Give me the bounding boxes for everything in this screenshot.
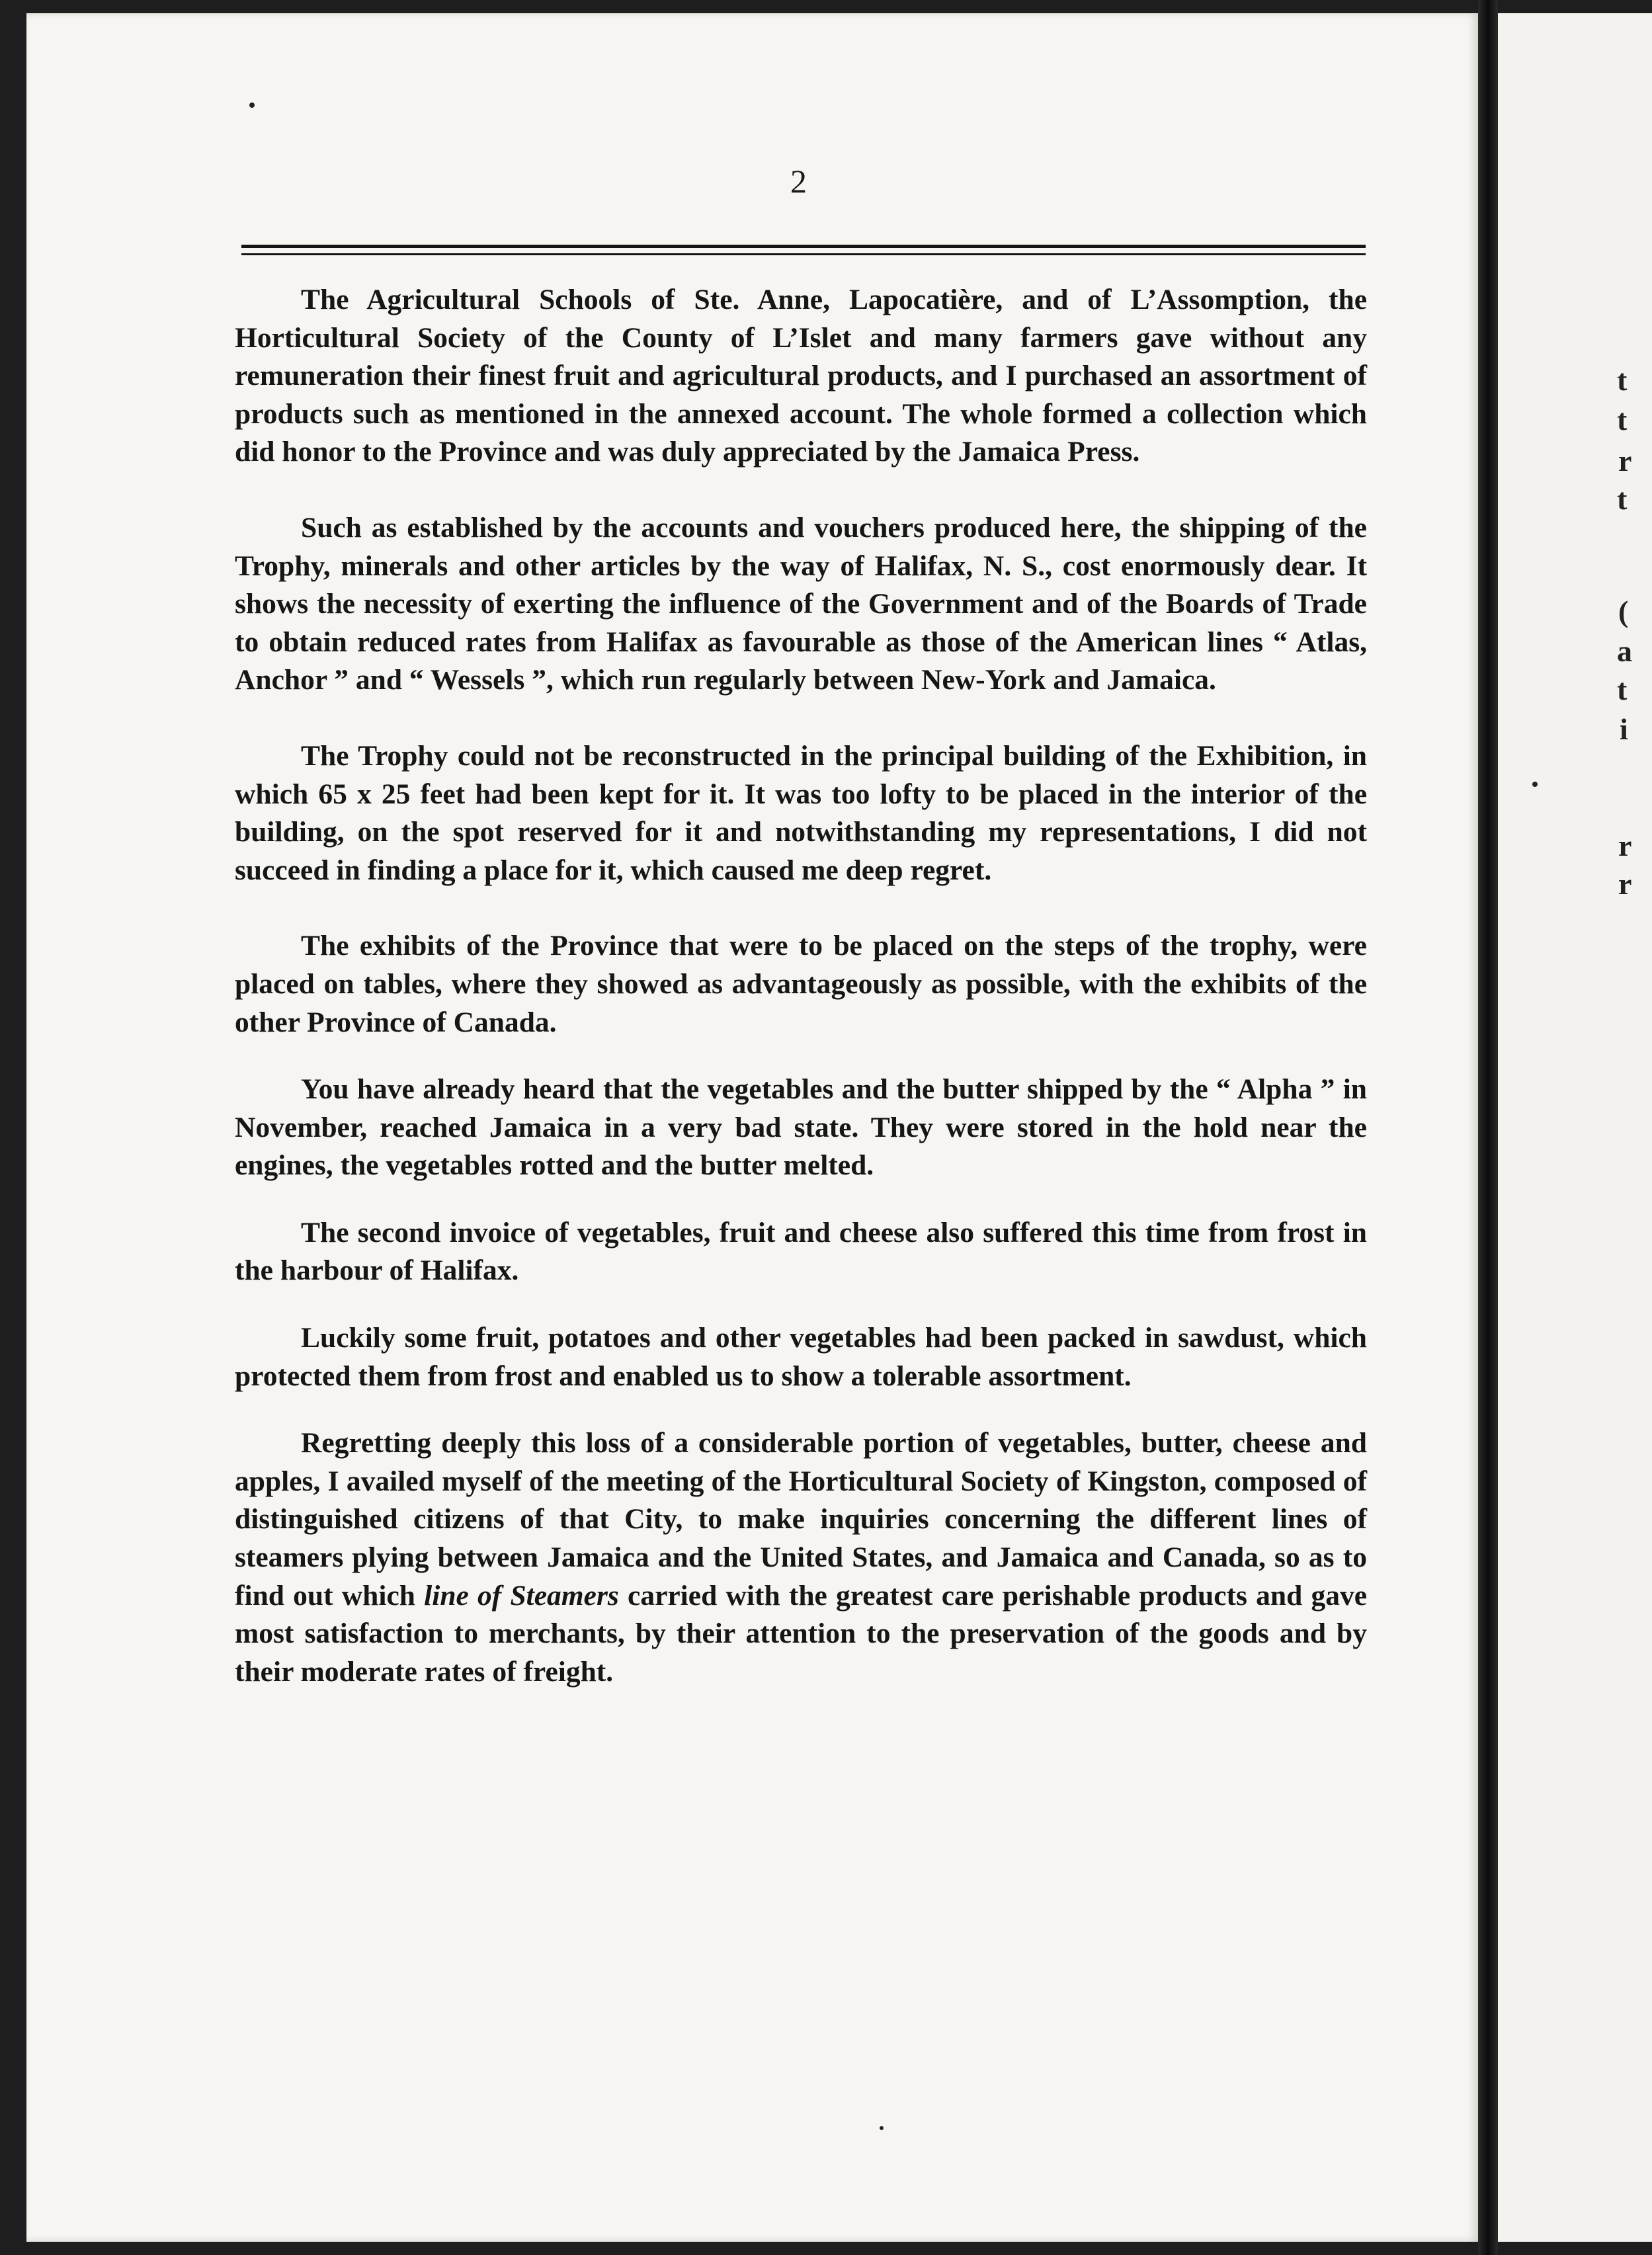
ink-speck [249,102,255,108]
paragraph-text: The Trophy could not be reconstructed in the principal building of the Exhibition, in which 65 x 25 feet had been kept for it. It was too lofty to be placed in the interior of the building, on the spot reserved for it and notwithstanding my representations, I did not succeed in finding a place for it, which caused me deep regret. [235,739,1367,886]
facing-page-letter: ( [1618,594,1629,628]
paragraph-text: The Agricultural Schools of Ste. Anne, Lapocatière, and of L’Assomption, the Horticultural Society of the County of L’Islet and many farmers gave without any remuneration their finest fruit and agricultural products, and I purchased an assortment of products such as mentioned in the annexed account. The whole formed a collection which did honor to the Province and was duly appreciated by the Jamaica Press. [235,284,1367,468]
facing-page-letter: t [1617,673,1628,706]
paragraph-text: The second invoice of vegetables, fruit and cheese also suffered this time from frost in the harbour of Halifax. [235,1216,1367,1287]
paragraph [235,509,1367,700]
facing-page-letter: i [1620,712,1628,746]
facing-page-letter: a [1617,634,1632,668]
paragraph-text: carried with the greatest care perishable products and gave most satisfaction to merchants, by their attention to the preservation of the goods and by their moderate rates of freight. [235,1579,1368,1688]
facing-page-letter: t [1617,363,1628,397]
paragraph-text: Such as established by the accounts and vouchers produced here, the shipping of the Trophy, minerals and other articles by the way of Halifax, N. S., cost enormously dear. It shows the necessity of exerting the influence of the Government and of the Boards of Trade to obtain reduced rates from Halifax as favourable as those of the American lines “ Atlas, Anchor ” and “ Wessels ”, which run regularly between New-York and Jamaica. [235,511,1367,696]
body-text [235,281,1367,1729]
facing-page-letter: t [1617,403,1628,436]
facing-page-letter: r [1618,444,1632,477]
paragraph-text: The exhibits of the Province that were to be placed on the steps of the trophy, were placed on tables, where they showed as advantageously as possible, with the exhibits of the other Province of Canada. [235,930,1367,1038]
facing-page-letter: r [1618,829,1632,862]
paragraph [235,927,1367,1042]
paragraph [235,1071,1367,1185]
book-gutter [1478,0,1498,2255]
paragraph [235,737,1367,889]
facing-page-letter: t [1617,482,1628,516]
paragraph [235,1319,1367,1395]
ink-speck [880,2126,884,2130]
facing-page-letter: r [1618,867,1632,901]
header-double-rule [241,245,1366,255]
facing-page-edge [1498,13,1652,2242]
ink-speck [1532,782,1538,787]
paragraph [235,1424,1367,1691]
paragraph-text: You have already heard that the vegetables and the butter shipped by the “ Alpha ” in November, reached Jamaica in a very bad state. They were stored in the hold near the engines, the vegetables rotted and the butter melted. [235,1073,1367,1182]
paragraph-text: Luckily some fruit, potatoes and other vegetables had been packed in sawdust, which protected them from frost and enabled us to show a tolerable assortment. [235,1322,1367,1392]
italic-text: line of Steamers [424,1579,619,1612]
paragraph-text: Regretting deeply this loss of a considerable portion of vegetables, butter, cheese and apples, I availed myself of the meeting of the Horticultural Society of Kingston, composed of distinguished citizens of that City, to make inquiries concerning the different lines of steamers plying between Jamaica and the United States, and Jamaica and Canada, so as to find out which [235,1427,1367,1612]
book-page [26,13,1478,2242]
paragraph [235,1214,1367,1290]
page-number: 2 [790,163,807,200]
paragraph [235,281,1367,472]
